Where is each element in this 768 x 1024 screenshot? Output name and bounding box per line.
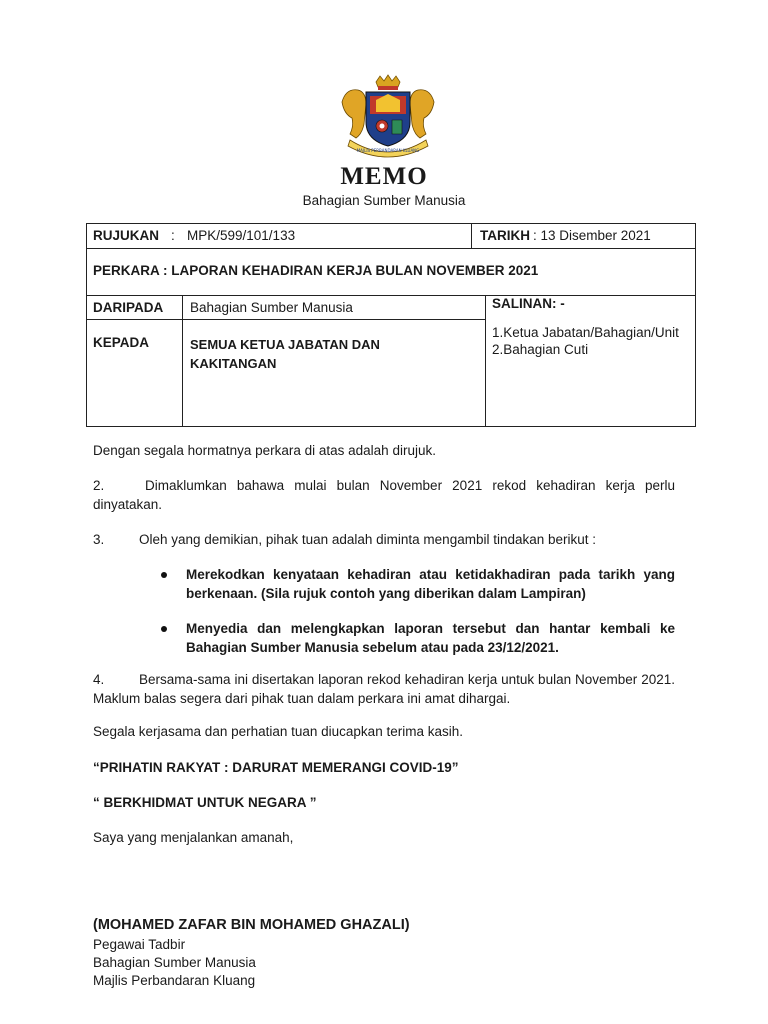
signatory-name: (MOHAMED ZAFAR BIN MOHAMED GHAZALI) [93,917,410,933]
paragraph-thanks: Segala kerjasama dan perhatian tuan diucapkan terima kasih. [93,724,463,739]
paragraph-number: 2. [93,478,105,493]
crest-ribbon-text: MAJLIS PERBANDARAN KLUANG [356,148,420,153]
salinan-label: SALINAN: - [492,296,565,311]
tarikh-label: TARIKH [480,228,530,243]
memo-title: MEMO [340,163,428,190]
closing-line: Saya yang menjalankan amanah, [93,830,294,845]
tarikh-value: : 13 Disember 2021 [533,228,651,243]
daripada-label: DARIPADA [93,300,164,315]
memo-subtitle: Bahagian Sumber Manusia [302,193,466,208]
signatory-position: Pegawai Tadbir [93,937,186,952]
daripada-value: Bahagian Sumber Manusia [190,300,353,315]
paragraph-number: 3. [93,532,105,547]
paragraph-2-text: Dimaklumkan bahawa mulai bulan November 2021 rekod kehadiran kerja perlu dinyatakan. [93,478,675,512]
paragraph-1: Dengan segala hormatnya perkara di atas adalah dirujuk. [93,443,436,458]
paragraph-4 [93,670,675,708]
salinan-item: 1.Ketua Jabatan/Bahagian/Unit [492,325,679,340]
signatory-department: Bahagian Sumber Manusia [93,955,256,970]
bullet-icon [161,572,167,578]
memo-header-table [86,223,696,427]
council-crest-logo [336,74,440,160]
paragraph-number: 4. [93,672,105,687]
bullet-icon [161,626,167,632]
paragraph-3-text: Oleh yang demikian, pihak tuan adalah diminta mengambil tindakan berikut : [139,532,597,547]
action-bullet-1: Merekodkan kenyataan kehadiran atau ketidakhadiran pada tarikh yang berkenaan. (Sila rujuk contoh yang diberikan dalam Lampiran) [186,567,675,601]
rujukan-separator: : [171,228,175,243]
signatory-organization: Majlis Perbandaran Kluang [93,973,256,988]
slogan-covid: “PRIHATIN RAKYAT : DARURAT MEMERANGI COVID-19” [93,760,459,775]
kepada-value-line-1: SEMUA KETUA JABATAN DAN [190,337,380,352]
paragraph-3 [93,530,675,549]
paragraph-2 [93,476,675,514]
action-bullet-2: Menyedia dan melengkapkan laporan tersebut dan hantar kembali ke Bahagian Sumber Manusia sebelum atau pada 23/12/2021. [186,621,675,655]
salinan-item: 2.Bahagian Cuti [492,342,589,357]
slogan-berkhidmat: “ BERKHIDMAT UNTUK NEGARA ” [93,795,317,810]
kepada-value-line-2: KAKITANGAN [190,356,277,371]
perkara-subject: PERKARA : LAPORAN KEHADIRAN KERJA BULAN NOVEMBER 2021 [93,263,539,278]
paragraph-4-text: Bersama-sama ini disertakan laporan rekod kehadiran kerja untuk bulan November 2021. Maklum balas segera dari pihak tuan dalam perkara ini amat dihargai. [93,672,675,706]
rujukan-value: MPK/599/101/133 [187,228,296,243]
rujukan-label: RUJUKAN [93,228,160,243]
kepada-label: KEPADA [93,335,150,350]
